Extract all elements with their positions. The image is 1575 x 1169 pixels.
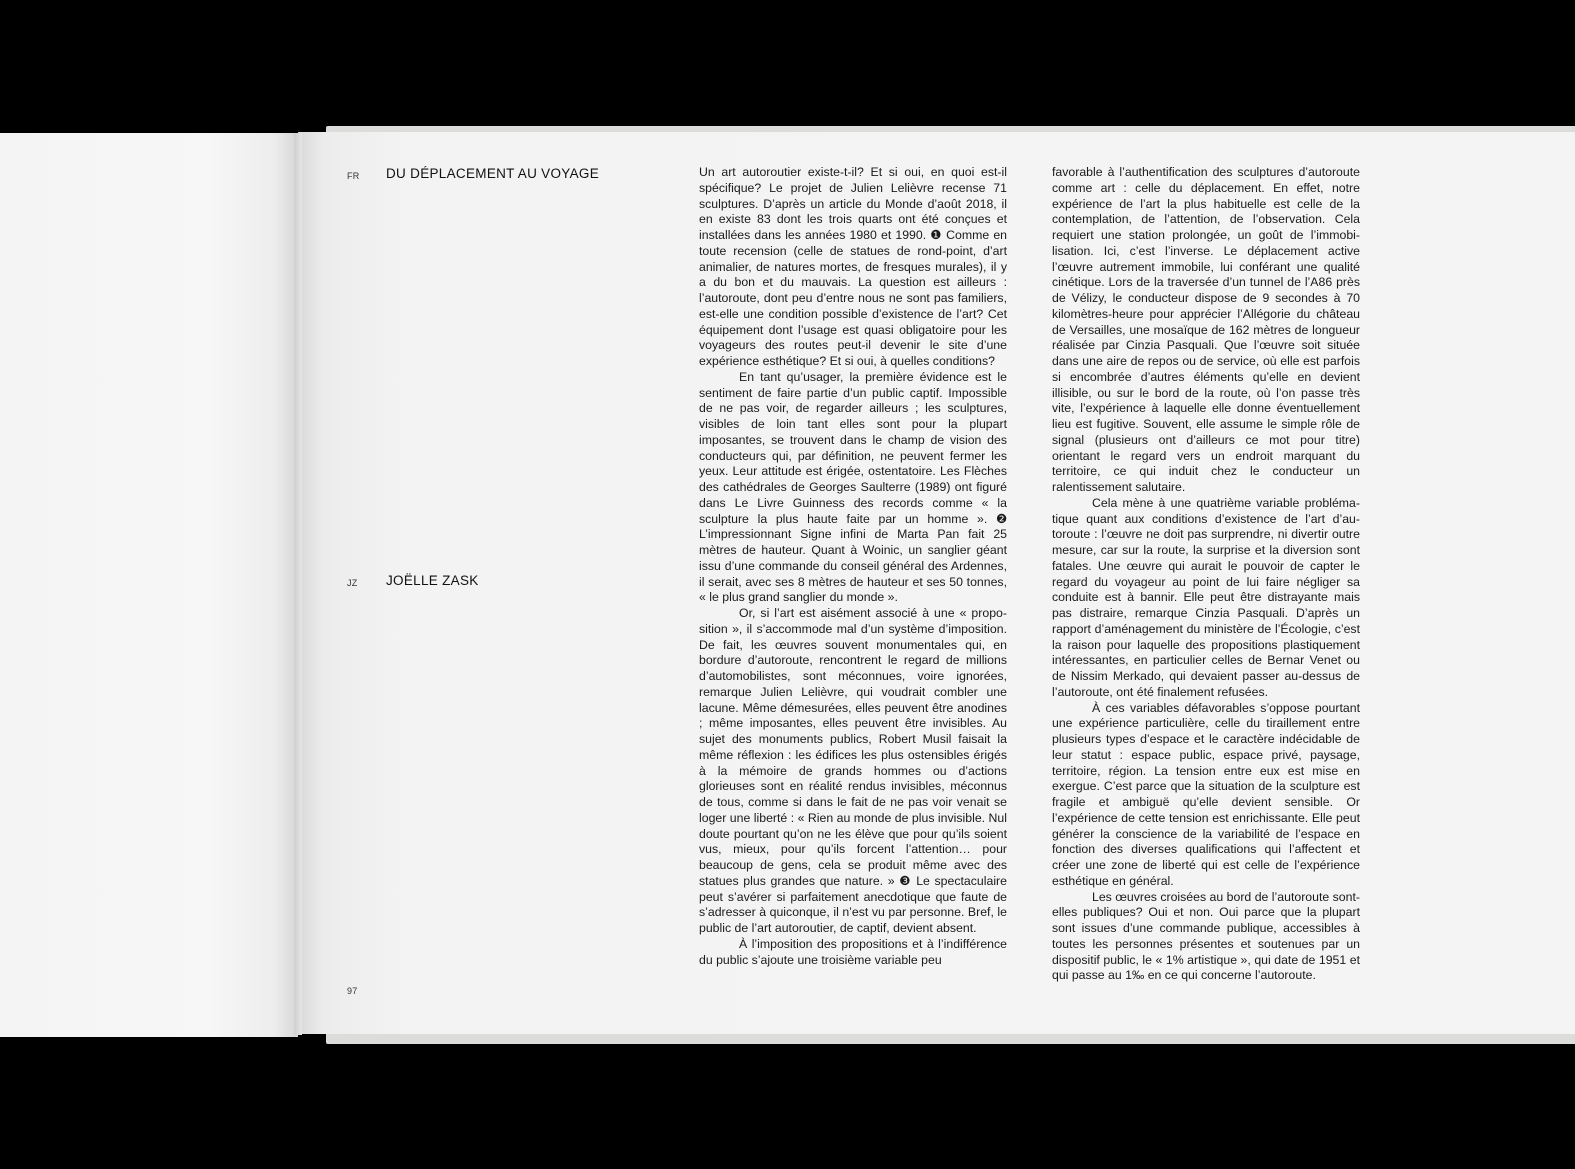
paragraph: À l’imposition des propositions et à l’indifférence du public s’ajoute une troisième variable peu (699, 936, 1007, 967)
page-gutter (294, 133, 302, 1035)
left-page (0, 133, 298, 1037)
author-name: JOËLLE ZASK (386, 573, 479, 588)
author-code-label: JZ (347, 578, 358, 588)
section-code-label: FR (347, 171, 360, 181)
paragraph: Un art autoroutier existe-t-il? Et si oui, en quoi est-il spécifique? Le projet de Julien Lelièvre recense 71 sculptures. D’après un article du Monde d’août 2018, il en existe 83 dont les trois quarts ont été conçues et installées dans les années 1980 et 1990. ❶ Comme en toute recension (celle de statues de rond-point, d’art animalier, de natures mortes, de fresques murales), il y a du bon et du mauvais. La question est ailleurs : l’autoroute, dont peu d’entre nous ne sont pas familiers, est-elle une condition possible d’existence de l’art? Cet équipement dont l’usage est quasi obligatoire pour les voyageurs des routes peut-il devenir le site d’une expérience esthétique? Et si oui, à quelles conditions? (699, 165, 1007, 368)
paragraph: À ces variables défavorables s’oppose pourtant une expérience particulière, celle du tiraillement entre plusieurs types d’espace et le caractère indécidable de leur statut : espace public, espace privé, paysage, territoire, région. La tension entre eux est mise en exergue. C’est parce que la situation de la sculpture est fragile et ambiguë qu’elle devient sensible. Or l’expérience de cette tension est enrichissante. Elle peut générer la conscience de la variabilité de l’espace en fonction des diverses qualifications qui l’affectent et créer une zone de liberté qui est celle de l’expérience esthétique en général. (1052, 700, 1360, 888)
paragraph: favorable à l’authentification des sculptures d’autoroute comme art : celle du déplacement. En effet, notre expérience de l’art la plus habituelle est celle de la contemplation, de l’attention, de l’observation. Cela requiert une station prolongée, un goût de l’immobilisation. Ici, c’est l’inverse. Le déplacement active l’œuvre autrement immobile, lui conférant une qualité cinétique. Lors de la traversée d’un tunnel de l’A86 près de Vélizy, le conducteur dispose de 9 secondes à 70 kilomètres-heure pour apprécier l’Allégorie du château de Versailles, une mosaïque de 162 mètres de longueur réalisée par Cinzia Pasquali. Que l’œuvre soit située dans une aire de repos ou de service, où elle est parfois si encombrée d’autres éléments qu’elle en devient illisible, ou sur le bord de la route, où l’on passe très vite, l’expérience à laquelle elle donne éventuellement lieu est fugitive. Souvent, elle assume le simple rôle de signal (plusieurs ont d’ailleurs ce mot pour titre) orientant le regard vers un endroit marquant du territoire, ce qui induit chez le conducteur un ralentissement salutaire. (1052, 165, 1360, 494)
paragraph: Les œuvres croisées au bord de l’autoroute sont-elles publiques? Oui et non. Oui parce que la plupart sont issues d’une commande publique, accessibles à toutes les personnes présentes et soutenues par un dispositif public, le « 1% artistique », qui date de 1951 et qui passe au 1‰ en ce qui concerne l’autoroute. (1052, 889, 1360, 983)
text-column-2 (1052, 165, 1360, 984)
paragraph: En tant qu’usager, la première évidence est le sentiment de faire partie d’un public captif. Impossible de ne pas voir, de regarder ailleurs ; les sculptures, visibles de loin tant elles sont pour la plupart imposantes, se trouvent dans le champ de vision des conducteurs qui, par définition, ne peuvent fermer les yeux. Leur attitude est érigée, ostentatoire. Les Flèches des cathédrales de Georges Saulterre (1989) ont figuré dans Le Livre Guinness des records comme « la sculpture la plus haute faite par un homme ». ❷ L’impressionnant Signe infini de Marta Pan fait 25 mètres de hauteur. Quant à Woinic, un sanglier géant issu d’une commande du conseil général des Ardennes, il serait, avec ses 8 mètres de hauteur et ses 50 tonnes, « le plus grand sanglier du monde ». (699, 369, 1007, 605)
paragraph: Cela mène à une quatrième variable problématique quant aux conditions d’existence de l’art d’autoroute : l’œuvre ne doit pas surprendre, ni divertir outre mesure, car sur la route, la surprise et la diversion sont fatales. Une œuvre qui aurait le pouvoir de capter le regard du voyageur au point de lui faire négliger sa conduite est à bannir. Elle peut être distrayante mais pas distraire, remarque Cinzia Pasquali. D’après un rapport d’aménagement du ministère de l’Écologie, c’est la raison pour laquelle des propositions plastiquement intéressantes, en particulier celles de Bernar Venet ou de Nissim Merkado, qui devaient passer au-dessus de l’autoroute, ont été finalement refusées. (1052, 495, 1360, 699)
text-column-1 (699, 165, 1007, 968)
article-title: DU DÉPLACEMENT AU VOYAGE (386, 166, 600, 181)
paragraph: Or, si l’art est aisément associé à une « proposition », il s’accommode mal d’un système d’imposition. De fait, les œuvres souvent monumentales qui, en bordure d’autoroute, rencontrent le regard de millions d’automobilistes, sont méconnues, voire ignorées, remarque Julien Lelièvre, qui voudrait combler une lacune. Même démesurées, elles peuvent être anodines ; même imposantes, elles peuvent être invisibles. Au sujet des monuments publics, Robert Musil faisait la même réflexion : les édifices les plus ostensibles érigés à la mémoire de grands hommes ou d’actions glorieuses sont en réalité rendus invisibles, méconnus de tous, comme si dans le fait de ne pas voir venait se loger une liberté : « Rien au monde de plus invisible. Nul doute pourtant qu’on ne les élève que pour qu’ils soient vus, mieux, pour qu’ils forcent l’attention… pour beaucoup de gens, cela se produit même avec des statues plus grandes que nature. » ❸ Le spectaculaire peut s’avérer si parfaitement anecdotique que faute de s’adresser à quiconque, il n’est vu par personne. Bref, le public de l’art autoroutier, de captif, devient absent. (699, 606, 1007, 935)
page-number: 97 (347, 986, 358, 996)
